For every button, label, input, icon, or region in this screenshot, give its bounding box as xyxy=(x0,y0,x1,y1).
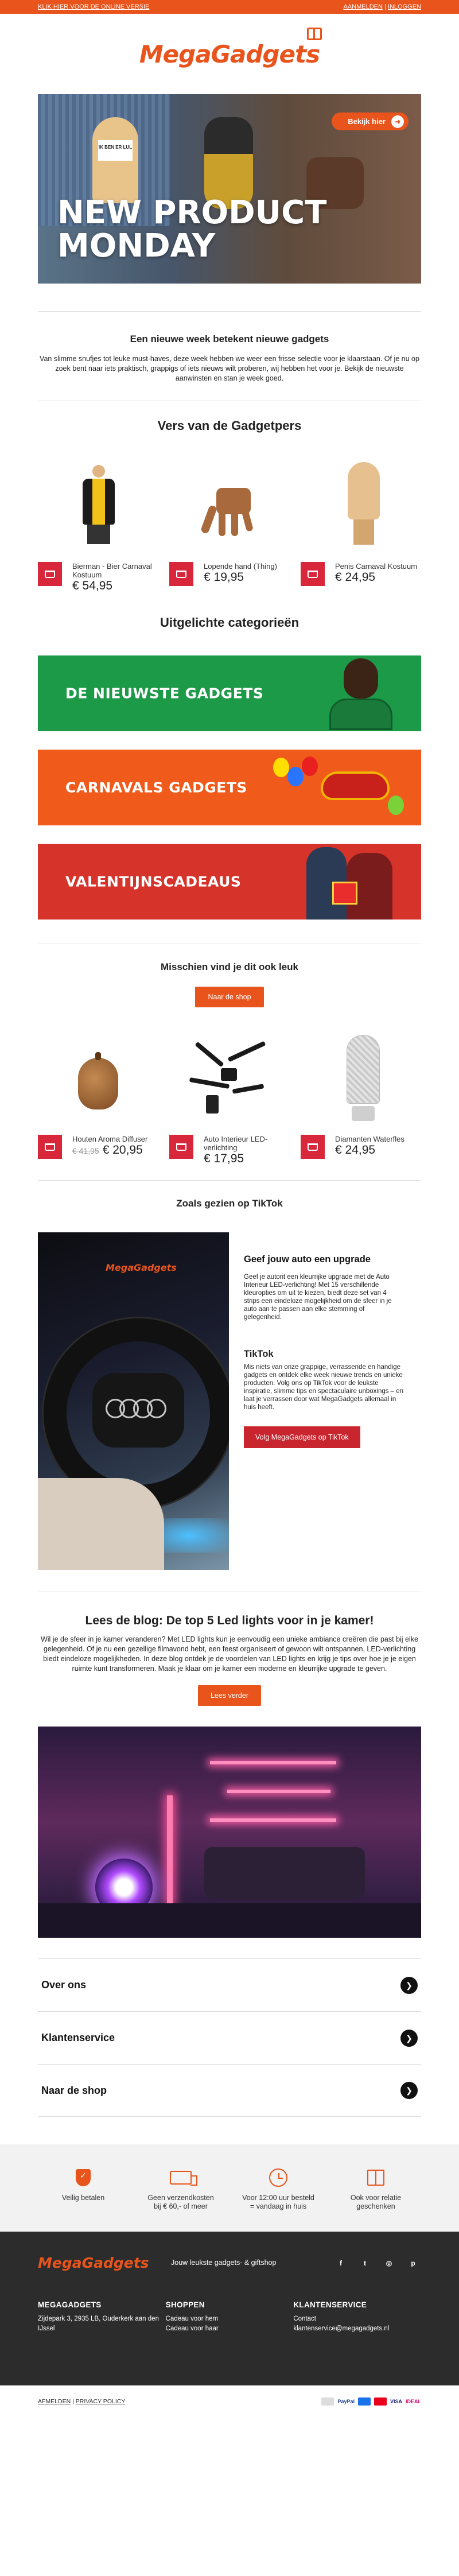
usp-text: Ook voor relatie geschenken xyxy=(350,2194,402,2210)
product-price: € 24,95 xyxy=(335,571,376,584)
product-card[interactable] xyxy=(301,1029,421,1163)
twitter-icon[interactable]: t xyxy=(364,2259,366,2267)
footer-tagline: Jouw leukste gadgets- & giftshop xyxy=(171,2259,277,2267)
chevron-right-icon[interactable]: ❯ xyxy=(400,2082,418,2099)
usp-text: Voor 12:00 uur besteld = vandaag in huis xyxy=(242,2194,314,2210)
fresh-section-header xyxy=(0,401,459,433)
blog-text: Wil je de sfeer in je kamer veranderen? Met LED lights kun je eenvoudig een unieke ambiance creëren die past bij elke gelegenheid. Of je nu een gezellige filmavond hebt, een feest organiseert of gewoon wilt ontspannen, LED-verlichting biedt eindeloze mogelijkheden. In deze blog ontdek je de voordelen van LED lights en krijg je tips over hoe je je eigen ruimte kunt transformeren. Maak je klaar om je kamer een moderne en kleurrijke upgrade te geven. xyxy=(40,1635,418,1673)
diffuser-figure xyxy=(78,1058,118,1109)
tiktok-heading-2: TikTok xyxy=(244,1349,274,1359)
chevron-right-icon[interactable]: ❯ xyxy=(400,2030,418,2047)
product-info xyxy=(335,1135,404,1157)
product-image[interactable] xyxy=(169,1029,290,1127)
accordion-label: Naar de shop xyxy=(41,2084,107,2096)
maybe-header xyxy=(0,944,459,973)
cart-icon[interactable] xyxy=(301,562,325,586)
tiktok-text xyxy=(229,1232,421,1570)
usp-item xyxy=(241,2167,316,2211)
footer-col-service xyxy=(293,2300,421,2334)
intro-text: Van slimme snufjes tot leuke must-haves, deze week hebben we weer een frisse selectie voor je klaarstaan. Of je nu op zoek bent naar iets praktisch, grappigs of iets nieuws wilt proberen, wij hebben het voor je. Bekijk de nieuwste aanwinsten en stan je week goed. xyxy=(40,355,419,382)
footer-col-title: KLANTENSERVICE xyxy=(293,2300,367,2309)
footer-link-her[interactable]: Cadeau voor haar xyxy=(165,2325,219,2332)
product-name[interactable]: Houten Aroma Diffuser xyxy=(72,1135,148,1143)
sofa-decoration xyxy=(204,1847,365,1899)
product-price: € 20,95 xyxy=(102,1143,143,1157)
visa-icon: VISA xyxy=(390,2399,402,2404)
footer-columns xyxy=(38,2300,421,2334)
company-address: Zijdepark 3, 2935 LB, Ouderkerk aan den IJssel xyxy=(38,2315,159,2332)
social-links xyxy=(325,2255,421,2271)
divider xyxy=(38,311,421,312)
product-card[interactable] xyxy=(169,1029,290,1163)
footer-col-title: SHOPPEN xyxy=(165,2300,205,2309)
product-meta xyxy=(169,1135,290,1163)
product-card[interactable] xyxy=(301,456,421,590)
maybe-products xyxy=(0,1007,459,1163)
tiktok-section xyxy=(38,1232,421,1570)
product-price-wrap xyxy=(72,1143,147,1157)
legal-links xyxy=(38,2398,125,2405)
product-name[interactable]: Lopende hand (Thing) xyxy=(204,562,277,571)
footer-top-row xyxy=(38,2255,421,2271)
blog-section xyxy=(0,1592,459,1706)
footer-link-him[interactable]: Cadeau voor hem xyxy=(165,2315,219,2322)
mastercard-icon xyxy=(374,2397,387,2406)
product-name[interactable]: Diamanten Waterfles xyxy=(335,1135,404,1143)
pinterest-icon[interactable]: p xyxy=(411,2259,415,2267)
tiktok-video-image[interactable] xyxy=(38,1232,229,1570)
cart-icon[interactable] xyxy=(301,1135,325,1159)
legal-links-separator: | xyxy=(72,2398,74,2405)
couple-image xyxy=(306,847,398,920)
usp-text: Geen verzendkosten bij € 60,- of meer xyxy=(147,2194,214,2210)
footer xyxy=(0,2232,459,2385)
tiktok-header xyxy=(0,1181,459,1209)
carnival-mask-image xyxy=(321,771,390,800)
hero-view-button[interactable] xyxy=(332,112,409,130)
arrow-right-icon: ➜ xyxy=(391,115,404,128)
brand-name: MegaGadgets xyxy=(139,40,320,68)
footer-logo[interactable]: MegaGadgets xyxy=(38,2255,149,2271)
accordion-item-shop[interactable] xyxy=(38,2064,421,2117)
tiktok-heading-1: Geef jouw auto een upgrade xyxy=(244,1254,371,1264)
account-links-separator: | xyxy=(384,3,386,10)
top-bar xyxy=(0,0,459,14)
category-label: CARNAVALS GADGETS xyxy=(65,779,247,796)
intro-section xyxy=(0,284,459,401)
product-card[interactable] xyxy=(38,456,158,590)
image-brand-logo: MegaGadgets xyxy=(106,1262,177,1273)
cart-icon[interactable] xyxy=(169,562,193,586)
paypal-icon: PayPal xyxy=(337,2399,355,2404)
product-meta xyxy=(301,562,421,586)
product-price: € 54,95 xyxy=(72,579,113,592)
usp-item xyxy=(46,2167,120,2202)
product-meta xyxy=(301,1135,421,1159)
usp-item xyxy=(339,2167,413,2211)
hero-sign: IK BEN ER LUL xyxy=(98,140,133,161)
header xyxy=(0,14,459,94)
facebook-icon[interactable]: f xyxy=(340,2259,342,2267)
fresh-products xyxy=(0,433,459,590)
audi-rings-logo xyxy=(106,1399,169,1418)
product-info xyxy=(72,1135,147,1155)
footer-link-contact[interactable]: Contact xyxy=(293,2315,316,2322)
register-link[interactable]: AANMELDEN xyxy=(343,3,383,10)
ideal-icon: iDEAL xyxy=(406,2399,421,2404)
product-name[interactable]: Penis Carnaval Kostuum xyxy=(335,562,418,571)
category-banner-new-gadgets[interactable] xyxy=(38,655,421,731)
product-price: € 19,95 xyxy=(204,571,244,584)
product-price: € 17,95 xyxy=(204,1152,244,1165)
intro-title: Een nieuwe week betekent nieuwe gadgets xyxy=(130,333,329,344)
neon-stripe xyxy=(227,1790,330,1793)
floor-decoration xyxy=(38,1903,421,1938)
beer-costume-figure xyxy=(83,465,115,545)
product-info xyxy=(335,562,418,584)
product-name[interactable]: Auto Interieur LED-verlichting xyxy=(204,1135,268,1152)
accordion-label: Klantenservice xyxy=(41,2032,115,2043)
usp-bar xyxy=(0,2144,459,2232)
hero-title-line2: MONDAY xyxy=(57,227,216,265)
tiktok-text-2: Mis niets van onze grappige, verrassende en handige gadgets en ontdek elke week nieuwe trends en unieke producten. Volg ons op TikTok voor de leukste inspiratie, slimme tips en spectaculaire unboxings – en laat je verrassen door wat MegaGadgets allemaal in huis heeft. xyxy=(244,1364,404,1411)
payment-methods xyxy=(318,2397,421,2406)
hero-banner[interactable] xyxy=(38,94,421,284)
maybe-button-wrap xyxy=(0,987,459,1007)
costume-figure xyxy=(348,462,380,548)
product-image[interactable] xyxy=(38,1029,158,1127)
to-shop-button[interactable]: Naar de shop xyxy=(195,987,263,1007)
hero-title xyxy=(57,196,326,263)
product-image[interactable] xyxy=(38,456,158,554)
footer-col-company xyxy=(38,2300,166,2334)
online-version-link[interactable]: KLIK HIER VOOR DE ONLINE VERSIE xyxy=(38,3,150,10)
product-image[interactable] xyxy=(169,456,290,554)
apple-pay-icon xyxy=(321,2397,334,2406)
maybe-title: Misschien vind je dit ook leuk xyxy=(161,961,298,972)
category-label: VALENTIJNSCADEAUS xyxy=(65,873,242,890)
blog-title: Lees de blog: De top 5 Led lights voor in je kamer! xyxy=(85,1614,374,1627)
footer-accordion xyxy=(38,1958,421,2117)
tiktok-text-1: Geef je autorit een kleurrijke upgrade met de Auto Interieur LED-verlichting! Met 15 verschillende kleuropties om uit te kiezen, biedt deze set van 4 strips een eindeloze mogelijkheid om de sfeer in je auto aan te passen aan elke stemming of gelegenheid. xyxy=(244,1274,392,1321)
product-image[interactable] xyxy=(301,1029,421,1127)
usp-item xyxy=(143,2167,218,2211)
product-meta xyxy=(38,1135,158,1159)
truck-icon xyxy=(170,2171,192,2185)
footer-col-title: MEGAGADGETS xyxy=(38,2300,102,2309)
categories-title: Uitgelichte categorieën xyxy=(160,615,299,630)
brand-logo[interactable] xyxy=(139,40,320,68)
gift-icon xyxy=(367,2170,384,2186)
gift-icon xyxy=(307,28,322,40)
login-link[interactable]: INLOGGEN xyxy=(387,3,421,10)
category-banner-valentine[interactable] xyxy=(38,844,421,920)
hero-view-button-label: Bekijk hier xyxy=(348,117,386,126)
hand-figure xyxy=(205,482,262,534)
accordion-item-service[interactable] xyxy=(38,2011,421,2064)
water-bottle-figure xyxy=(347,1035,380,1124)
product-old-price: € 41,95 xyxy=(72,1146,99,1155)
led-strips-figure xyxy=(186,1041,273,1115)
neon-stripe xyxy=(210,1761,336,1764)
accordion-label: Over ons xyxy=(41,1979,87,1991)
product-name[interactable]: Bierman - Bier Carnaval Kostuum xyxy=(72,562,152,579)
floor-lamp-decoration xyxy=(167,1795,173,1904)
clock-icon xyxy=(269,2168,287,2187)
usp-text: Veilig betalen xyxy=(61,2194,105,2202)
card-icon xyxy=(358,2397,371,2406)
product-price: € 24,95 xyxy=(335,1143,376,1157)
blog-button-wrap xyxy=(38,1685,421,1706)
bottom-bar xyxy=(0,2385,459,2418)
shield-icon xyxy=(76,2169,91,2186)
product-card[interactable] xyxy=(169,456,290,590)
knee-decoration xyxy=(38,1478,164,1570)
instagram-icon[interactable]: ◎ xyxy=(386,2259,392,2267)
blog-image[interactable] xyxy=(38,1727,421,1938)
hero-title-line1: NEW PRODUCT xyxy=(57,194,327,231)
hero-costume-image xyxy=(92,117,138,203)
chevron-right-icon[interactable]: ❯ xyxy=(400,1977,418,1994)
fresh-section-title: Vers van de Gadgetpers xyxy=(157,418,302,433)
product-meta xyxy=(38,562,158,590)
account-links xyxy=(343,3,421,10)
footer-col-shop xyxy=(166,2300,294,2334)
read-more-button[interactable]: Lees verder xyxy=(198,1685,261,1706)
accordion-item-about[interactable] xyxy=(38,1958,421,2011)
category-label: DE NIEUWSTE GADGETS xyxy=(65,685,264,702)
product-info xyxy=(204,562,277,584)
cart-icon[interactable] xyxy=(38,562,62,586)
categories-header xyxy=(0,590,459,630)
product-meta xyxy=(169,562,290,586)
product-info xyxy=(72,562,158,590)
neon-stripe xyxy=(210,1818,336,1822)
tiktok-title: Zoals gezien op TikTok xyxy=(176,1198,283,1209)
follow-tiktok-button[interactable]: Volg MegaGadgets op TikTok xyxy=(244,1426,360,1448)
category-woman-image xyxy=(329,658,392,731)
unsubscribe-link[interactable]: AFMELDEN xyxy=(38,2398,71,2405)
product-card[interactable] xyxy=(38,1029,158,1163)
product-info xyxy=(204,1135,290,1163)
footer-link-email[interactable]: klantenservice@megagadgets.nl xyxy=(293,2325,390,2332)
privacy-policy-link[interactable]: PRIVACY POLICY xyxy=(75,2398,126,2405)
cart-icon[interactable] xyxy=(169,1135,193,1159)
cart-icon[interactable] xyxy=(38,1135,62,1159)
category-banner-carnival[interactable] xyxy=(38,750,421,825)
product-image[interactable] xyxy=(301,456,421,554)
